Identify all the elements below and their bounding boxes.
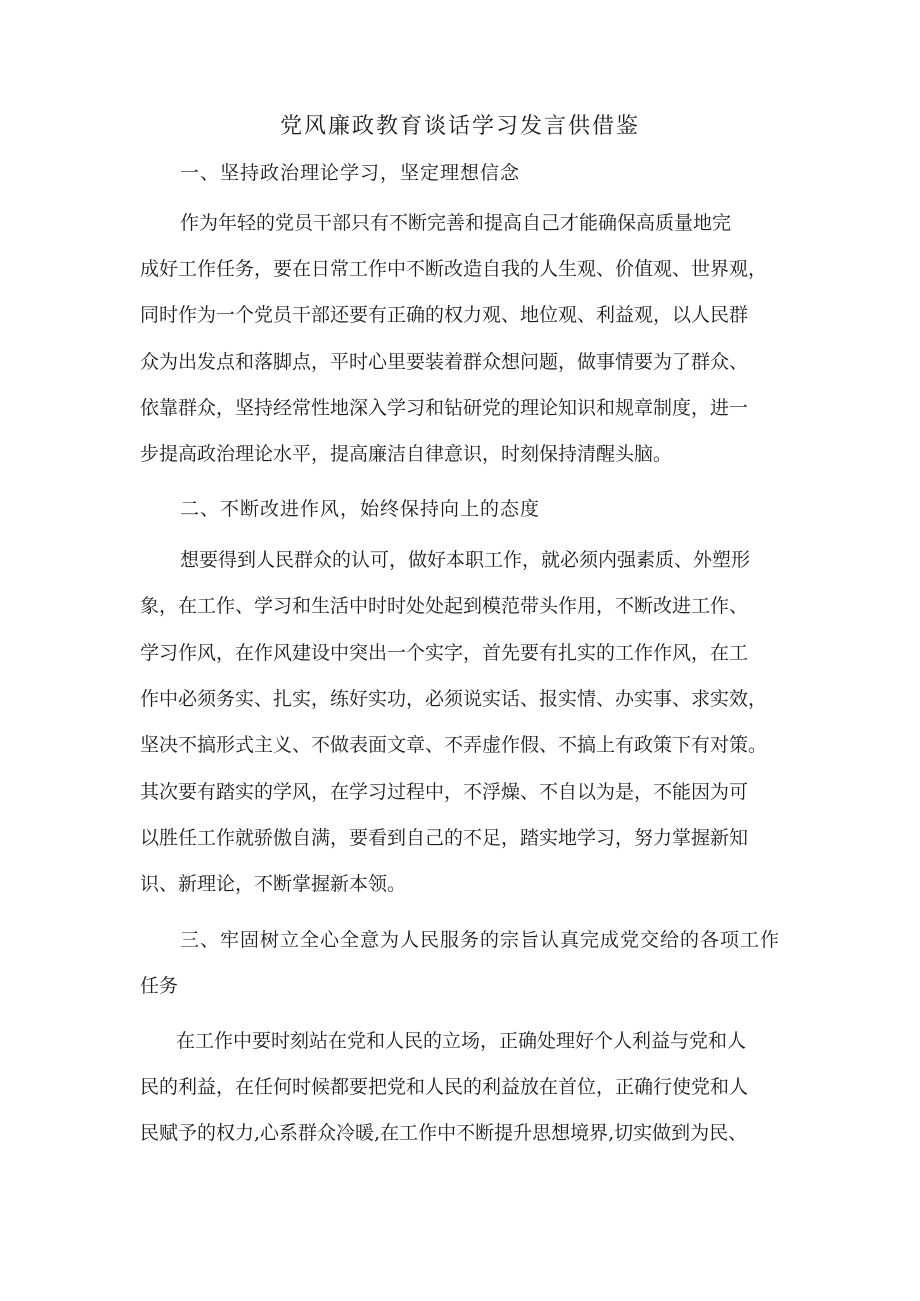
paragraph-line: 步提高政治理论水平，提高廉洁自律意识，时刻保持清醒头脑。 — [140, 443, 673, 465]
paragraph-line: 在工作中要时刻站在党和人民的立场，正确处理好个人利益与党和人 — [176, 1030, 747, 1052]
paragraph-line: 依靠群众，坚持经常性地深入学习和钻研党的理论知识和规章制度，进一 — [140, 397, 749, 419]
paragraph-line: 成好工作任务，要在日常工作中不断改造自我的人生观、价值观、世界观， — [140, 258, 768, 280]
paragraph-line: 同时作为一个党员干部还要有正确的权力观、地位观、利益观，以人民群 — [140, 304, 749, 326]
section-heading-2: 二、不断改进作风，始终保持向上的态度 — [180, 498, 541, 520]
paragraph-line: 想要得到人民群众的认可，做好本职工作，就必须内强素质、外塑形 — [180, 549, 751, 571]
document-title: 党风廉政教育谈话学习发言供借鉴 — [279, 114, 640, 139]
section-heading-1: 一、坚持政治理论学习，坚定理想信念 — [180, 162, 521, 184]
section-heading-3: 三、牢固树立全心全意为人民服务的宗旨认真完成党交给的各项工作 — [180, 929, 781, 951]
paragraph-line: 坚决不搞形式主义、不做表面文章、不弄虚作假、不搞上有政策下有对策。 — [140, 734, 768, 756]
paragraph-line: 作为年轻的党员干部只有不断完善和提高自己才能确保高质量地完 — [180, 212, 732, 234]
paragraph-line: 其次要有踏实的学风，在学习过程中，不浮燥、不自以为是，不能因为可 — [140, 781, 749, 803]
paragraph-line: 识、新理论，不断掌握新本领。 — [140, 873, 407, 895]
paragraph-line: 民赋予的权力,心系群众冷暖,在工作中不断提升思想境界,切实做到为民、 — [140, 1122, 748, 1144]
paragraph-line: 以胜任工作就骄傲自满，要看到自己的不足，踏实地学习，努力掌握新知 — [140, 827, 749, 849]
paragraph-line: 众为出发点和落脚点，平时心里要装着群众想问题，做事情要为了群众、 — [140, 351, 749, 373]
paragraph-line: 象，在工作、学习和生活中时时处处起到模范带头作用，不断改进工作、 — [140, 595, 749, 617]
section-heading-3-continuation: 任务 — [140, 975, 179, 997]
paragraph-line: 民的利益，在任何时候都要把党和人民的利益放在首位，正确行使党和人 — [140, 1076, 749, 1098]
paragraph-line: 作中必须务实、扎实，练好实功，必须说实话、报实情、办实事、求实效， — [140, 688, 768, 710]
paragraph-line: 学习作风，在作风建设中突出一个实字，首先要有扎实的工作作风，在工 — [140, 642, 749, 664]
